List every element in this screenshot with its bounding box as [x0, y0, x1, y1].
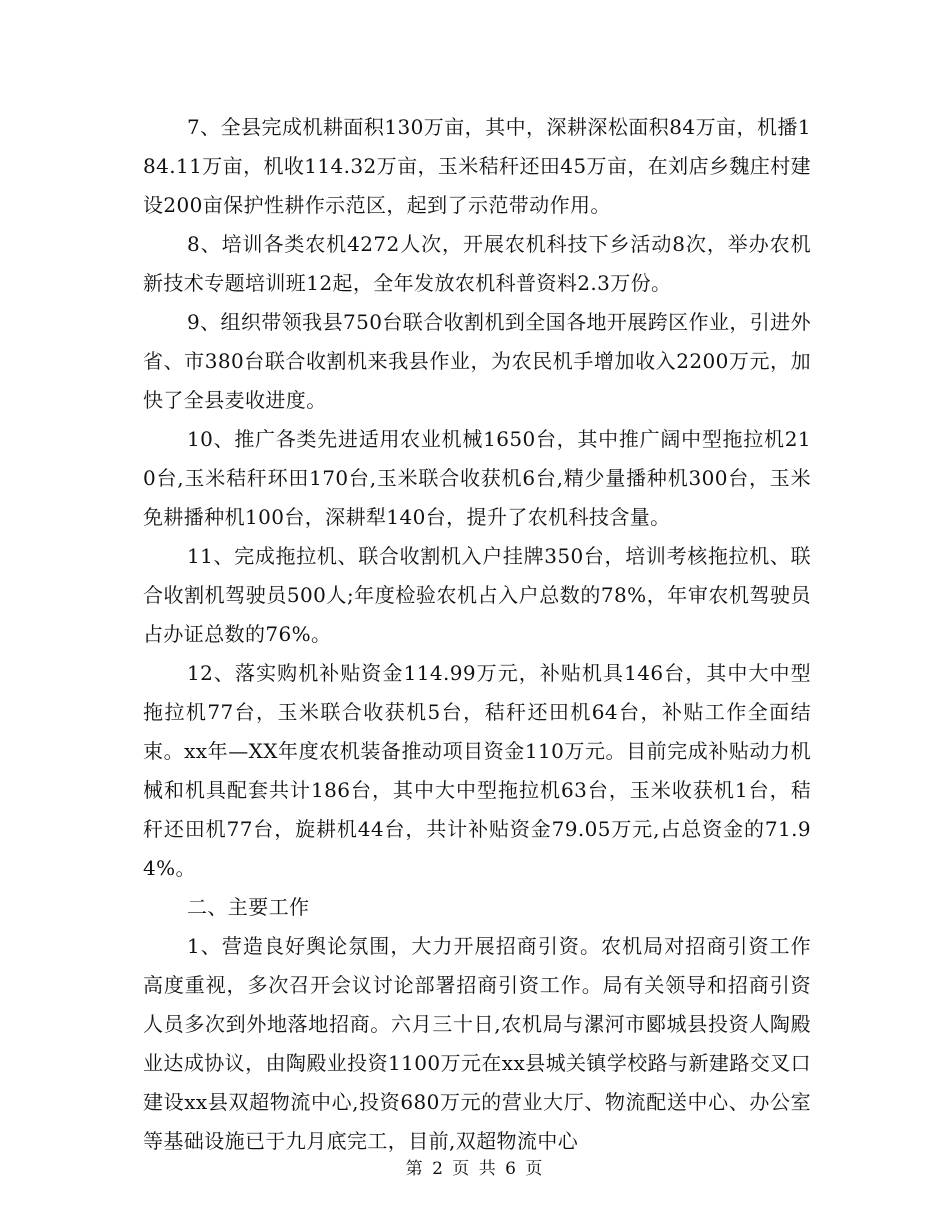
section-heading: 二、主要工作 — [187, 895, 310, 919]
paragraph-item-7: 7、全县完成机耕面积130万亩，其中，深耕深松面积84万亩，机播184.11万亩，机收114.32万亩，玉米秸秆还田45万亩，在刘店乡魏庄村建设200亩保护性耕作示范区，起到了示范带动作用。 — [143, 115, 811, 217]
paragraph-item-12: 12、落实购机补贴资金114.99万元，补贴机具146台，其中大中型拖拉机77台，玉米联合收获机5台，秸秆还田机64台，补贴工作全面结束。xx年—XX年度农机装备推动项目资金110万元。目前完成补贴动力机械和机具配套共计186台，其中大中型拖拉机63台，玉米收获机1台，秸秆还田机77台，旋耕机44台，共计补贴资金79.05万元,占总资金的71.94%。 — [143, 661, 811, 880]
paragraph-item-11: 11、完成拖拉机、联合收割机入户挂牌350台，培训考核拖拉机、联合收割机驾驶员500人;年度检验农机占入户总数的78%，年审农机驾驶员占办证总数的76%。 — [143, 544, 811, 646]
paragraph-item-9: 9、组织带领我县750台联合收割机到全国各地开展跨区作业，引进外省、市380台联合收割机来我县作业，为农民机手增加收入2200万元，加快了全县麦收进度。 — [143, 310, 811, 412]
document-body — [143, 108, 811, 1161]
page-number-footer: 第 2 页 共 6 页 — [405, 1159, 545, 1179]
paragraph-item-8: 8、培训各类农机4272人次，开展农机科技下乡活动8次，举办农机新技术专题培训班12起，全年发放农机科普资料2.3万份。 — [143, 232, 811, 295]
paragraph-item-10: 10、推广各类先进适用农业机械1650台，其中推广阔中型拖拉机210台,玉米秸秆环田170台,玉米联合收获机6台,精少量播种机300台，玉米免耕播种机100台，深耕犁140台，提升了农机科技含量。 — [143, 427, 811, 529]
section-paragraph-1: 1、营造良好舆论氛围，大力开展招商引资。农机局对招商引资工作高度重视，多次召开会议讨论部署招商引资工作。局有关领导和招商引资人员多次到外地落地招商。六月三十日,农机局与漯河市郾城县投资人陶殿业达成协议，由陶殿业投资1100万元在xx县城关镇学校路与新建路交叉口建设xx县双超物流中心,投资680万元的营业大厅、物流配送中心、办公室等基础设施已于九月底完工，目前,双超物流中心 — [143, 934, 811, 1153]
